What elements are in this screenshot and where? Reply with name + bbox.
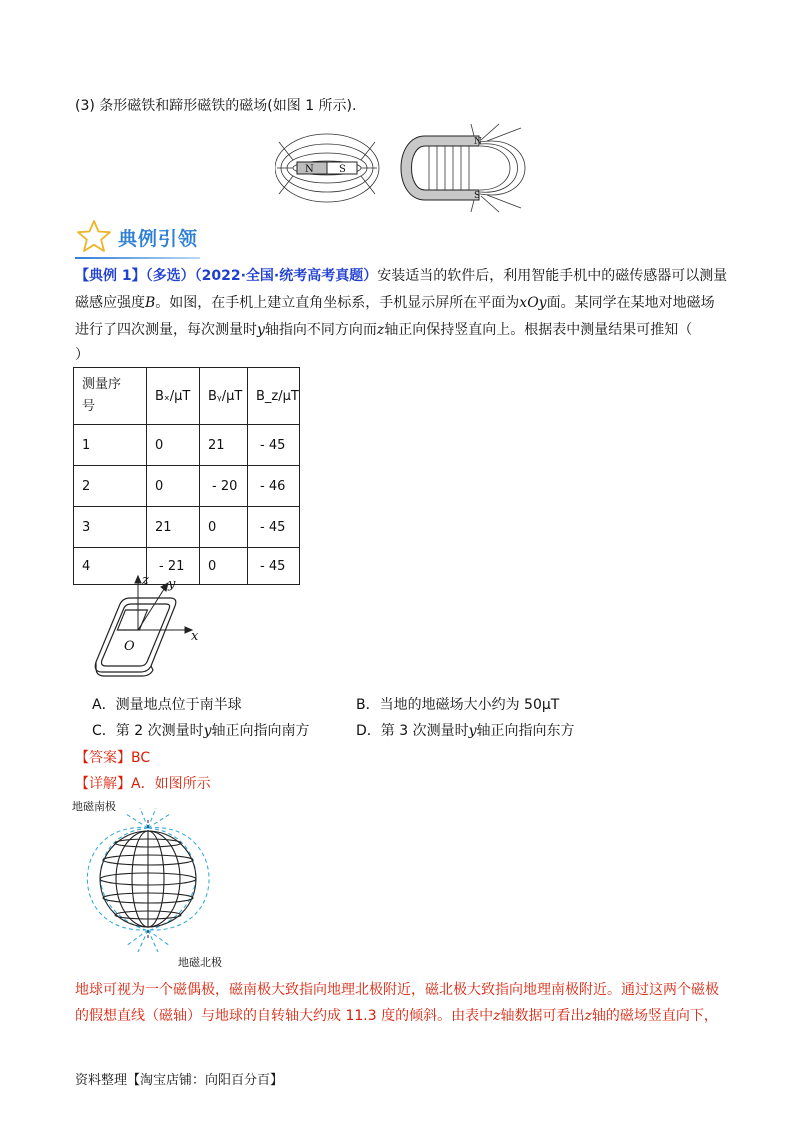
example-text-2e: 面。某同学在某地对地磁场 [546,295,715,311]
star-icon [76,219,112,253]
explanation-line-2: 的假想直线（磁轴）与地球的自转轴大约成 11.3 度的倾斜。由表中z轴数据可看出z轴的磁场竖直向下， [75,1008,718,1024]
example-source: （2022·全国·统考高考真题） [194,268,378,284]
table-cell: 3 [74,507,147,548]
option-c[interactable]: C．第 2 次测量时y轴正向指向南方 [92,723,310,739]
svg-text:S: S [474,191,481,201]
var-y: y [257,322,265,338]
table-cell: - 46 [248,466,300,507]
answer-label: 【答案】 [75,750,131,766]
option-d[interactable]: D．第 3 次测量时y轴正向指向东方 [356,723,575,739]
var-xoy: xOy [519,295,547,311]
example-text-3e: 轴正向保持竖直向上。根据表中测量结果可推知（ [384,322,693,338]
table-cell: 0 [200,548,248,585]
table-cell: 0 [147,466,200,507]
section-title: 典例引领 [118,228,199,250]
origin-label: O [124,639,135,654]
table-cell: - 21 [147,548,200,585]
table-cell: 2 [74,466,147,507]
table-cell: 4 [74,548,147,585]
example-line-2 [75,293,715,313]
table-cell: 21 [147,507,200,548]
example-text-1: 安装适当的软件后，利用智能手机中的磁传感器可以测量 [377,268,728,284]
table-row [74,466,300,507]
example-text-2a: 磁感应强度 [75,295,145,311]
var-z: z [376,322,385,338]
footer-text: 资料整理【淘宝店铺：向阳百分百】 [75,1073,284,1088]
table-cell: - 45 [248,425,300,466]
explain-text: A．如图所示 [131,776,211,792]
example-tag: 【典例 1】 [75,268,146,284]
option-b[interactable]: B．当地的地磁场大小约为 50μT [356,697,560,713]
table-cell: - 45 [248,548,300,585]
phone-axes-figure [88,574,218,684]
axis-y-label: y [168,577,176,592]
geomagnetic-south-label: 地磁南极 [72,800,116,813]
table-row [74,425,300,466]
axis-x-label: x [191,629,199,644]
table-cell: 0 [147,425,200,466]
explain-line [75,774,211,794]
example-text-3a: 进行了四次测量，每次测量时 [75,322,257,338]
table-header-row [74,368,300,425]
magnet-field-figure [275,122,535,214]
example-text-3c: 轴指向不同方向而 [264,322,377,338]
answer-value: BC [131,750,151,766]
table-header-by: Bᵧ/μT [200,368,248,425]
earth-field-figure [70,798,240,968]
explain-label: 【详解】 [75,776,131,792]
section-underline [75,257,200,259]
example-type: （多选） [145,268,195,284]
measurement-table [73,367,300,585]
table-cell: - 20 [200,466,248,507]
table-header-bz: B_z/μT [248,368,300,425]
table-cell: - 45 [248,507,300,548]
table-cell: 0 [200,507,248,548]
table-header-bx: Bₓ/μT [147,368,200,425]
table-row [74,507,300,548]
var-b: B [145,295,156,311]
table-header-index: 测量序 号 [74,368,147,425]
table-cell: 21 [200,425,248,466]
option-a[interactable]: A．测量地点位于南半球 [92,697,242,713]
answer-line [75,748,150,768]
svg-text:N: N [305,164,314,175]
svg-text:S: S [339,164,346,175]
svg-text:N: N [474,137,482,147]
example-line-4: ） [75,347,89,363]
example-text-2c: 。如图，在手机上建立直角坐标系，手机显示屏所在平面为 [155,295,520,311]
intro-text: (3) 条形磁铁和蹄形磁铁的磁场(如图 1 所示). [75,98,357,114]
example-line-3 [75,320,692,340]
explanation-line-1: 地球可视为一个磁偶极，磁南极大致指向地理北极附近，磁北极大致指向地理南极附近。通过这两个磁极 [75,982,719,998]
example-line-1 [75,266,727,286]
axis-z-label: z [142,574,149,588]
table-cell: 1 [74,425,147,466]
geomagnetic-north-label: 地磁北极 [178,956,222,968]
